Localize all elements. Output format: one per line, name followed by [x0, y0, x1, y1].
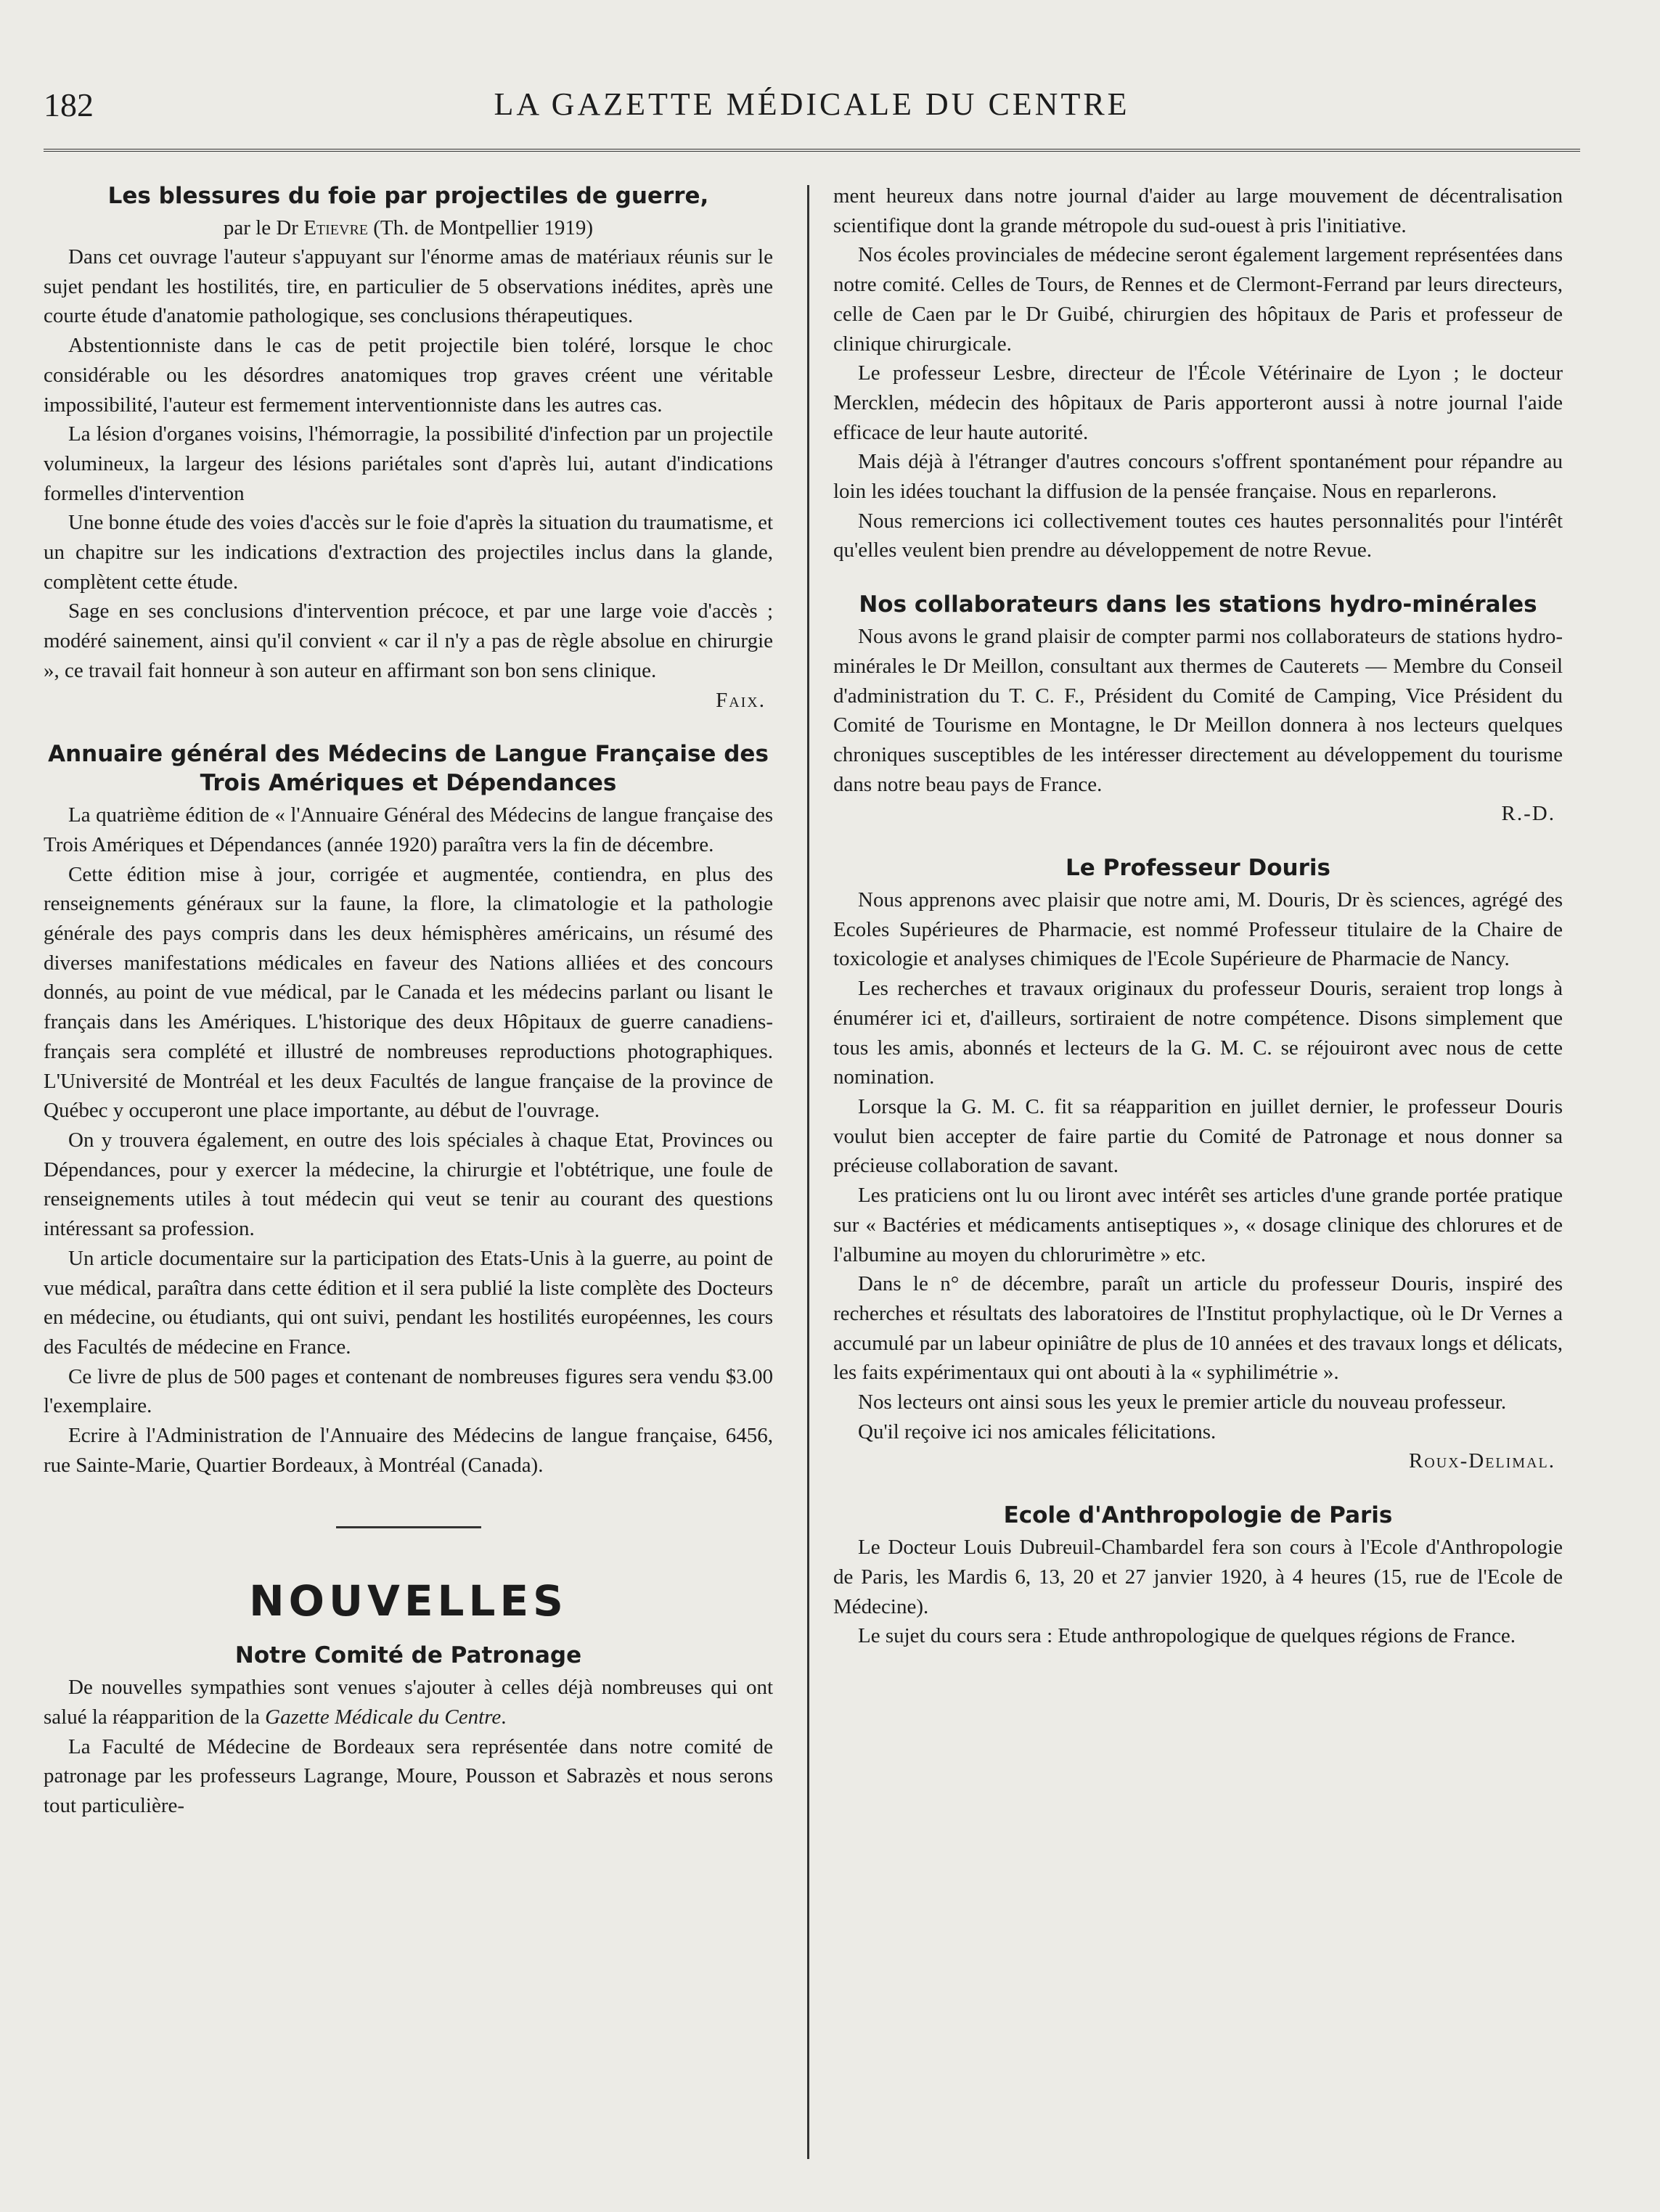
article-comite-patronage [44, 1641, 773, 1821]
article-signature: Faix. [716, 688, 766, 712]
article-title: Le Professeur Douris [1066, 855, 1330, 882]
article-collaborateurs [833, 590, 1563, 829]
column-divider [807, 185, 809, 2159]
paragraph: Le Docteur Louis Dubreuil-Chambardel fera son cours à l'Ecole d'Anthropologie de Paris, les Mardis 6, 13, 20 et 27 janvier 1920, à 4 heures (15, rue de l'Ecole de Médecine). [833, 1536, 1563, 1618]
text-run: De nouvelles sympathies sont venues s'ajouter à celles déjà nombreuses qui ont salué la réapparition de la [44, 1676, 773, 1729]
paragraph: La quatrième édition de « l'Annuaire Général des Médecins de langue française des Trois Amériques et Dépendances (année 1920) paraîtra vers la fin de décembre. [44, 803, 773, 856]
byline-prefix: par le Dr [223, 216, 298, 239]
article-signature: Roux-Delimal. [1408, 1449, 1555, 1473]
page-number: 182 [44, 86, 94, 123]
paragraph: Les recherches et travaux originaux du professeur Douris, seraient trop longs à énumérer ici et, d'ailleurs, sortiraient de notre compétence. Disons simplement que tous les amis, abonnés et lecteurs de la G. M. C. se réjouiront avec nous de cette nomination. [833, 977, 1563, 1089]
article-ecole-anthropologie [833, 1501, 1563, 1651]
article-comite-patronage-continued [833, 181, 1563, 565]
paragraph: Nos lecteurs ont ainsi sous les yeux le premier article du nouveau professeur. [858, 1390, 1507, 1414]
paragraph: La lésion d'organes voisins, l'hémorragie, la possibilité d'infection par un projectile volumineux, la largeur des lésions pariétales sont d'après lui, autant d'indications formelles d'intervention [44, 422, 773, 505]
article-title: Annuaire général des Médecins de Langue Française des Trois Amériques et Dépendances [48, 741, 769, 797]
right-column [833, 181, 1563, 1651]
article-title: Les blessures du foie par projectiles de guerre, [107, 183, 709, 209]
paragraph: Nous remercions ici collectivement toutes ces hautes personnalités pour l'intérêt qu'elles veulent bien prendre au développement de notre Revue. [833, 509, 1563, 562]
article-annuaire [44, 740, 773, 1480]
paragraph [44, 1673, 773, 1732]
paragraph: Lorsque la G. M. C. fit sa réapparition en juillet dernier, le professeur Douris voulut bien accepter de faire partie du Comité de Patronage et nous donner sa précieuse collaboration de savant. [833, 1094, 1563, 1178]
paragraph: On y trouvera également, en outre des lois spéciales à chaque Etat, Provinces ou Dépendances, pour y exercer la médecine, la chirurgie et l'obtétrique, une foule de renseignements utiles à tout médecin qui veut se tenir au courant des questions intéressant sa profession. [44, 1128, 773, 1241]
article-title: Nos collaborateurs dans les stations hydro-minérales [859, 591, 1537, 618]
paragraph: Nous avons le grand plaisir de compter parmi nos collaborateurs de stations hydro-minérales le Dr Meillon, consultant aux thermes de Cauterets — Membre du Conseil d'administration du T. C. F., Président du Comité de Camping, Vice Président du Comité de Tourisme en Montagne, le Dr Meillon donnera à nos lecteurs quelques chroniques susceptibles de les intéresser directement au développement du tourisme dans notre beau pays de France. [833, 625, 1563, 796]
paragraph: Les praticiens ont lu ou liront avec intérêt ses articles d'une grande portée pratique sur « Bactéries et médicaments antiseptiques », « dosage clinique des chlorures et de l'albumine au moyen du chlorurimètre » etc. [833, 1184, 1563, 1266]
paragraph: Nos écoles provinciales de médecine seront également largement représentées dans notre comité. Celles de Tours, de Rennes et de Clermont-Ferrand par leurs directeurs, celle de Caen par le Dr Guibé, chirurgien des hôpitaux de Paris et professeur de clinique chirurgicale. [833, 243, 1563, 356]
section-divider [336, 1526, 481, 1528]
paragraph: Mais déjà à l'étranger d'autres concours s'offrent spontanément pour répandre au loin les idées touchant la diffusion de la pensée française. Nous en reparlerons. [833, 450, 1563, 504]
text-run: . [501, 1705, 507, 1729]
header-rule [44, 149, 1580, 152]
paragraph: Abstentionniste dans le cas de petit projectile bien toléré, lorsque le choc considérable ou les désordres anatomiques trop graves créent une véritable impossibilité, l'auteur est fermement interventionniste dans les autres cas. [44, 334, 773, 417]
paragraph: Cette édition mise à jour, corrigée et augmentée, contiendra, en plus des renseignements généraux sur la faune, la flore, la climatologie et la pathologie générale des pays compris dans les deux hémisphères américains, un résumé des diverses manifestations médicales en faveur des Nations alliées et des concours donnés, au point de vue médical, par le Canada et les médecins parlant ou lisant le français dans les Amériques. L'historique des deux Hôpitaux de guerre canadiens-français sera complété et illustré de nombreuses reproductions photographiques. L'Université de Montréal et les deux Facultés de langue française de la province de Québec y occuperont une place importante, au début de l'ouvrage. [44, 862, 773, 1123]
paragraph: Nous apprenons avec plaisir que notre ami, M. Douris, Dr ès sciences, agrégé des Ecoles Supérieures de Pharmacie, est nommé Professeur titulaire de la Chaire de toxicologie et analyses chimiques de l'Ecole Supérieure de Pharmacie de Nancy. [833, 888, 1563, 971]
byline-suffix: (Th. de Montpellier 1919) [373, 216, 594, 239]
article-professeur-douris [833, 853, 1563, 1476]
paragraph: Dans le n° de décembre, paraît un article du professeur Douris, inspiré des recherches et résultats des laboratoires de l'Institut prophylactique, où le Dr Vernes a accumulé par un labeur opiniâtre de plus de 10 années et des travaux longs et délicats, les faits expérimentaux qui ont abouti à la « syphilimétrie ». [833, 1272, 1563, 1385]
paragraph: Ce livre de plus de 500 pages et contenant de nombreuses figures sera vendu $3.00 l'exemplaire. [44, 1364, 773, 1418]
paragraph: Ecrire à l'Administration de l'Annuaire des Médecins de langue française, 6456, rue Sainte-Marie, Quartier Bordeaux, à Montréal (Canada). [44, 1424, 773, 1477]
paragraph: Qu'il reçoive ici nos amicales félicitations. [858, 1420, 1217, 1443]
journal-title: LA GAZETTE MÉDICALE DU CENTRE [494, 86, 1130, 122]
paragraph: Sage en ses conclusions d'intervention précoce, et par une large voie d'accès ; modéré sainement, ainsi qu'il convient « car il n'y a pas de règle absolue en chirurgie », ce travail fait honneur à son auteur en affirmant son bon sens clinique. [44, 599, 773, 682]
paragraph: Un article documentaire sur la participation des Etats-Unis à la guerre, au point de vue médical, paraîtra dans cette édition et il sera publié la liste complète des Docteurs en médecine, ou étudiants, qui ont suivi, pendant les hostilités européennes, les cours des Facultés de médecine en France. [44, 1246, 773, 1359]
paragraph: La Faculté de Médecine de Bordeaux sera représentée dans notre comité de patronage par les professeurs Lagrange, Moure, Pousson et Sabrazès et nous serons tout particulière- [44, 1734, 773, 1817]
section-heading: NOUVELLES [249, 1576, 568, 1626]
byline-author: Etievre [303, 216, 369, 239]
paragraph: Une bonne étude des voies d'accès sur le foie d'après la situation du traumatisme, et un chapitre sur les indications d'extraction des projectiles inclus dans la glande, complètent cette étude. [44, 511, 773, 594]
article-signature: R.-D. [1501, 802, 1555, 826]
paragraph: Le sujet du cours sera : Etude anthropologique de quelques régions de France. [858, 1624, 1516, 1648]
article-byline [44, 213, 773, 242]
paragraph: Dans cet ouvrage l'auteur s'appuyant sur l'énorme amas de matériaux réunis sur le sujet pendant les hostilités, tire, en particulier de 5 observations inédites, après une courte étude d'anatomie pathologique, ses conclusions thérapeutiques. [44, 245, 773, 328]
article-title: Ecole d'Anthropologie de Paris [1003, 1502, 1393, 1529]
running-head [44, 86, 1580, 136]
paragraph: Le professeur Lesbre, directeur de l'École Vétérinaire de Lyon ; le docteur Mercklen, médecin des hôpitaux de Paris apporteront aussi à notre journal l'aide efficace de leur haute autorité. [833, 361, 1563, 444]
paragraph: ment heureux dans notre journal d'aider au large mouvement de décentralisation scientifique dont la grande métropole du sud-ouest à pris l'initiative. [833, 184, 1563, 237]
left-column [44, 181, 773, 1821]
article-liver-wounds [44, 181, 773, 715]
journal-name: Gazette Médicale du Centre [265, 1705, 502, 1729]
article-title: Notre Comité de Patronage [234, 1642, 582, 1669]
